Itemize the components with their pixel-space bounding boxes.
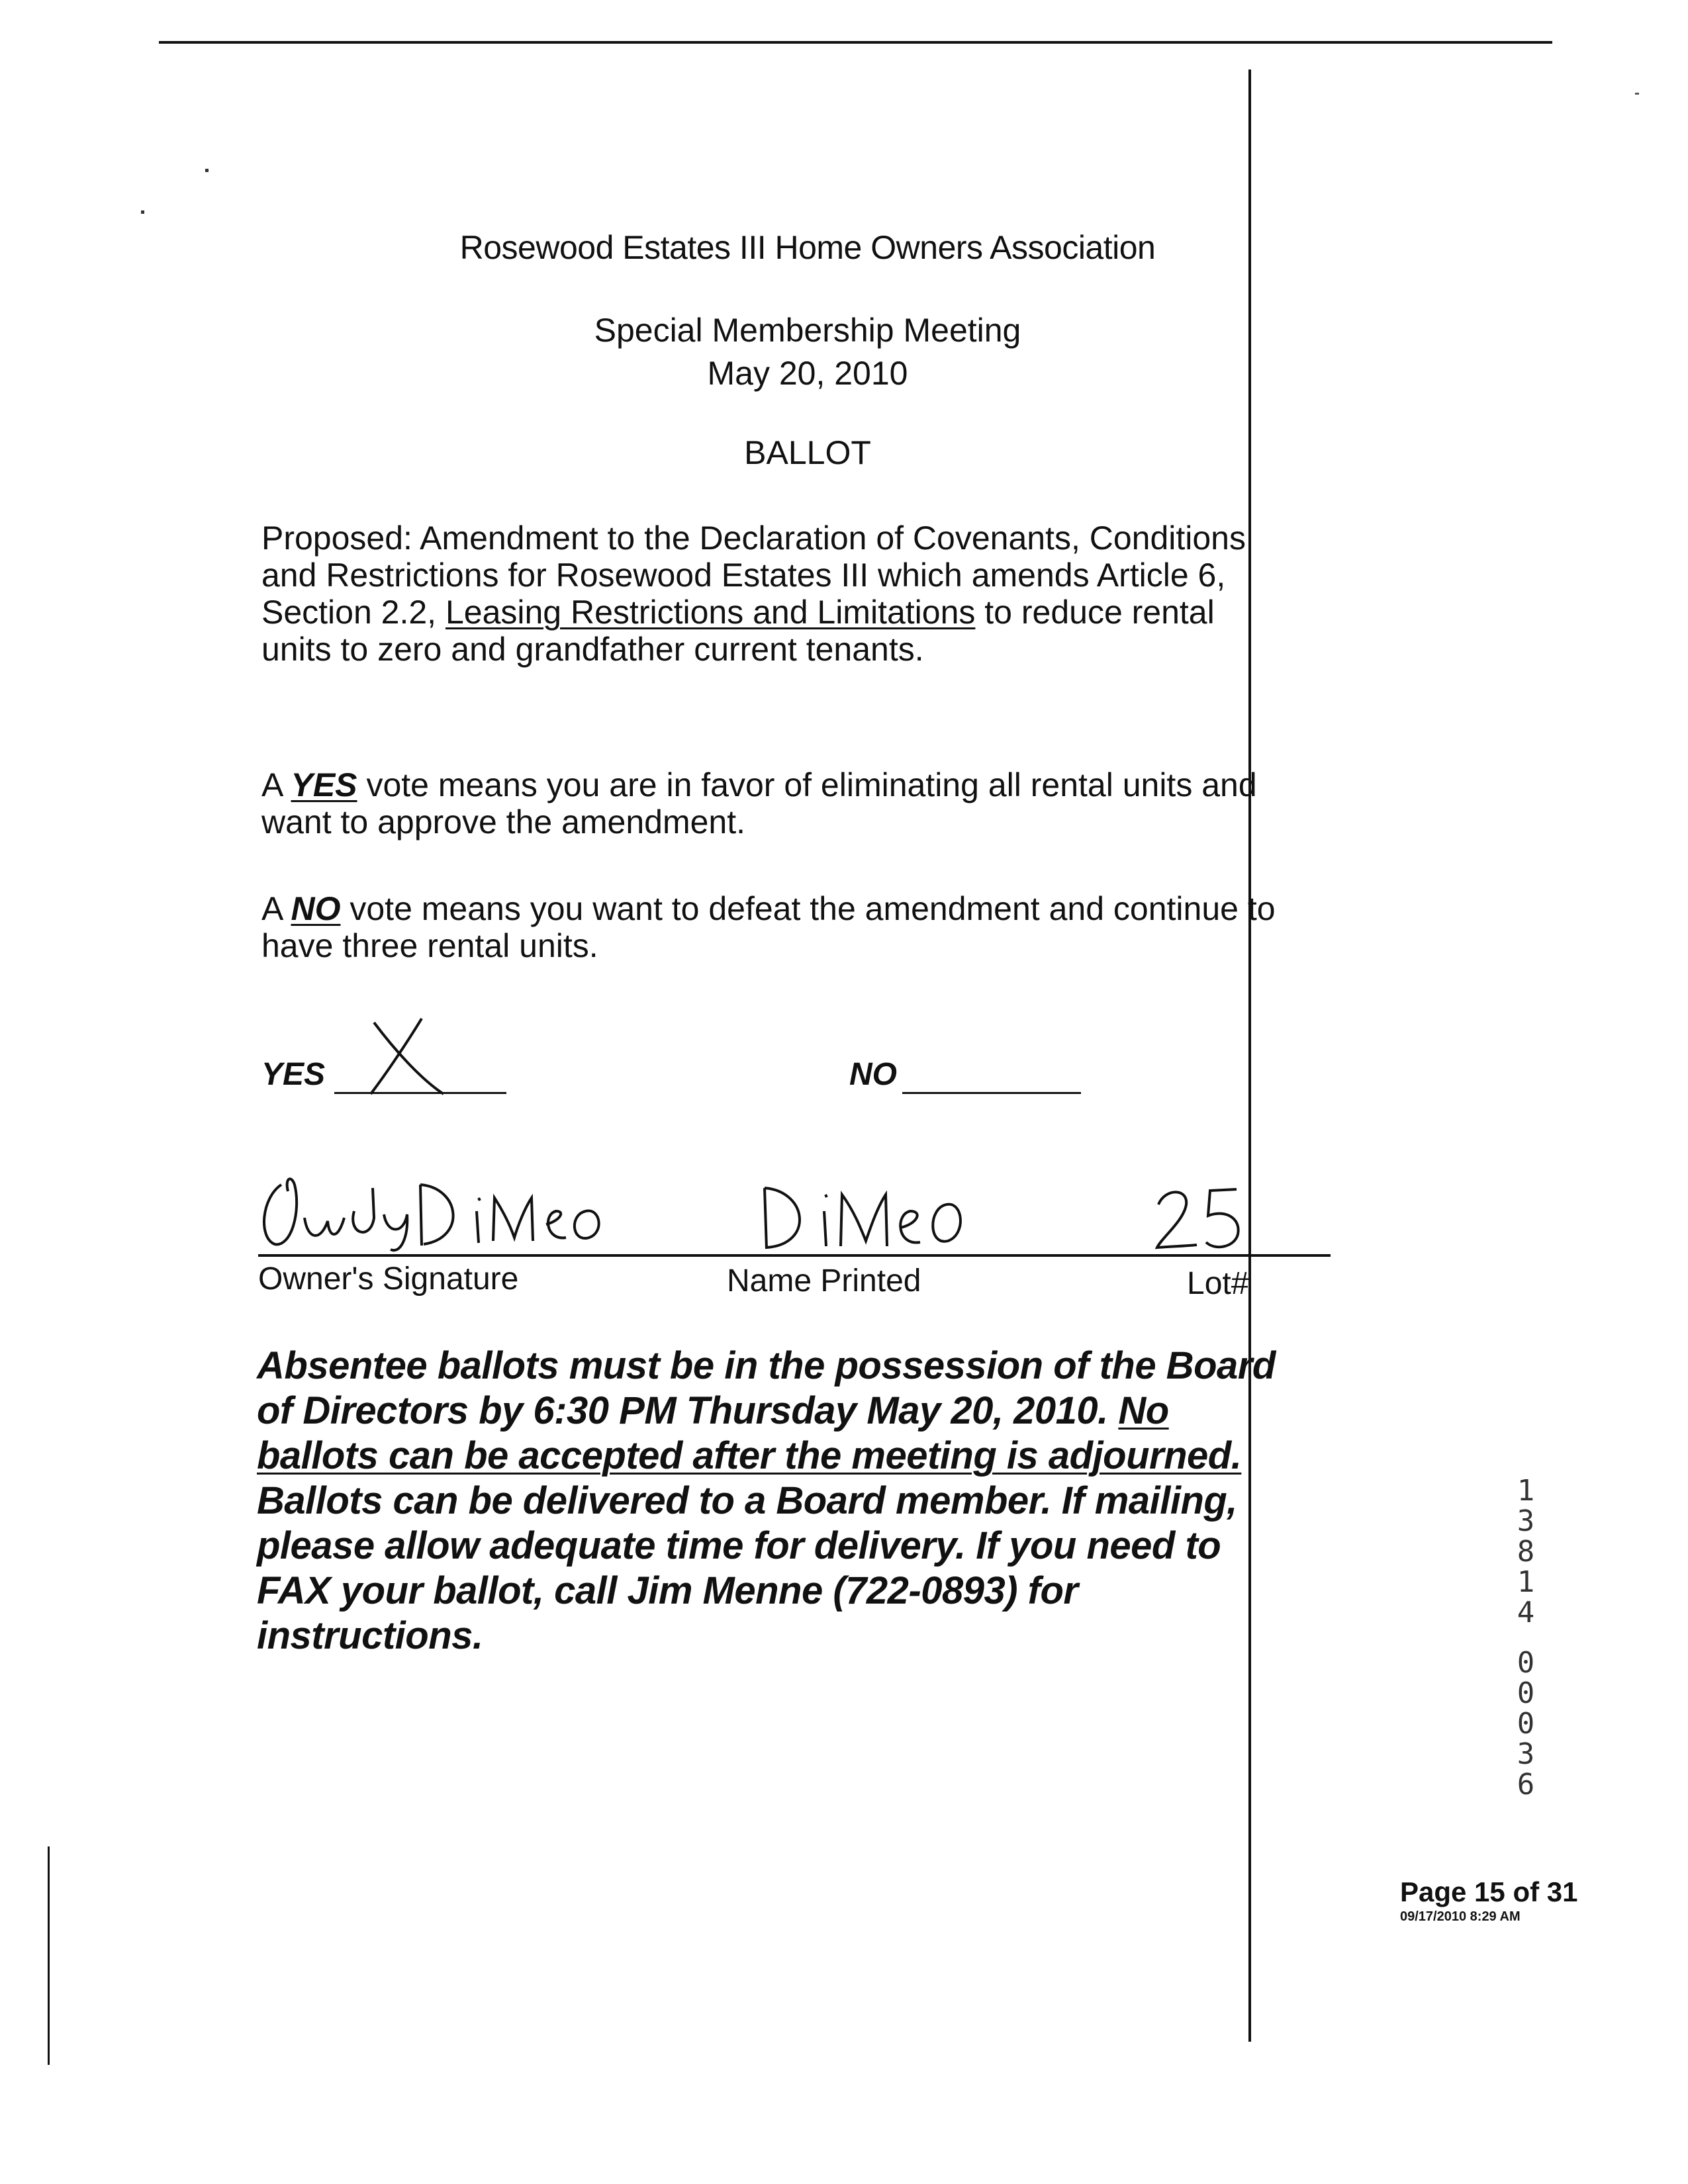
no-vote-field[interactable] [849, 1052, 1088, 1105]
bates-digit: 0 [1517, 1707, 1535, 1741]
yes-explanation-rest: vote means you are in favor of eliminating all rental units and [357, 766, 1257, 803]
bates-digit: 6 [1517, 1768, 1535, 1801]
print-timestamp: 09/17/2010 8:29 AM [1400, 1909, 1521, 1924]
proposal-line-3 [261, 594, 1387, 631]
yes-explanation [261, 766, 1387, 841]
owner-signature-label: Owner's Signature [258, 1261, 519, 1297]
no-vote-label: NO [849, 1057, 897, 1092]
meeting-title: Special Membership Meeting [594, 312, 1021, 349]
no-prefix: A [261, 890, 291, 927]
proposal-line-3-after: to reduce rental [975, 594, 1215, 631]
proposal-line-2: and Restrictions for Rosewood Estates III which amends Article 6, [261, 557, 1226, 594]
bates-stamp [1513, 1476, 1539, 1800]
no-explanation [261, 890, 1387, 964]
owner-signature-handwriting [255, 1171, 626, 1251]
absentee-notice [257, 1343, 1435, 1659]
proposal-line-4: units to zero and grandfather current tenants. [261, 631, 924, 668]
absentee-line-1: Absentee ballots must be in the possession of the Board [257, 1344, 1276, 1387]
no-explanation-rest: vote means you want to defeat the amendment and continue to [340, 890, 1276, 927]
absentee-line-2 [257, 1388, 1435, 1433]
bates-digit: 0 [1517, 1646, 1535, 1680]
meeting-date: May 20, 2010 [707, 355, 908, 392]
no-vote-blank[interactable] [902, 1052, 1081, 1094]
ballot-heading: BALLOT [744, 434, 871, 471]
yes-vote-field[interactable] [261, 1052, 513, 1105]
bates-digit: 0 [1517, 1676, 1535, 1710]
bates-gap [1513, 1628, 1539, 1648]
scan-speck [205, 169, 209, 172]
absentee-line-7: instructions. [257, 1614, 483, 1657]
bates-digit: 1 [1517, 1474, 1535, 1508]
lot-number-handwriting [1152, 1181, 1251, 1261]
bates-digit: 4 [1517, 1596, 1535, 1629]
yes-prefix: A [261, 766, 291, 803]
no-explanation-line-2: have three rental units. [261, 927, 598, 964]
scan-speck [1635, 93, 1639, 95]
page-number: Page 15 of 31 [1400, 1876, 1578, 1907]
yes-vote-x-mark [361, 1016, 453, 1102]
yes-explanation-line-1 [261, 766, 1387, 803]
bates-digit: 8 [1517, 1535, 1535, 1569]
bates-digit: 1 [1517, 1565, 1535, 1599]
bates-digit: 3 [1517, 1737, 1535, 1771]
no-keyword: NO [291, 890, 341, 927]
proposal-line-1: Proposed: Amendment to the Declaration of Covenants, Conditions [261, 520, 1246, 557]
association-name: Rosewood Estates III Home Owners Association [459, 229, 1156, 266]
absentee-line-6: FAX your ballot, call Jim Menne (722-0893) for [257, 1569, 1078, 1612]
proposal-line-3-before: Section 2.2, [261, 594, 445, 631]
no-explanation-line-1 [261, 890, 1387, 927]
yes-explanation-line-2: want to approve the amendment. [261, 803, 746, 841]
scan-speck [141, 210, 144, 214]
absentee-no-underlined: No [1118, 1389, 1169, 1432]
proposal-text [261, 520, 1387, 668]
yes-keyword: YES [291, 766, 357, 803]
top-border-line [159, 41, 1552, 44]
absentee-line-2-before: of Directors by 6:30 PM Thursday May 20, 2010. [257, 1389, 1119, 1432]
yes-vote-label: YES [261, 1057, 326, 1092]
lot-label: Lot# [1187, 1266, 1249, 1301]
name-printed-handwriting [755, 1175, 980, 1254]
bates-digit: 3 [1517, 1504, 1535, 1538]
left-edge-mark [48, 1846, 50, 2065]
name-printed-label: Name Printed [727, 1263, 921, 1298]
absentee-line-4: Ballots can be delivered to a Board member. If mailing, [257, 1479, 1237, 1522]
absentee-line-3: ballots can be accepted after the meeting is adjourned. [257, 1434, 1242, 1477]
absentee-line-5: please allow adequate time for delivery. If you need to [257, 1524, 1221, 1567]
leasing-restrictions-title: Leasing Restrictions and Limitations [445, 594, 976, 631]
